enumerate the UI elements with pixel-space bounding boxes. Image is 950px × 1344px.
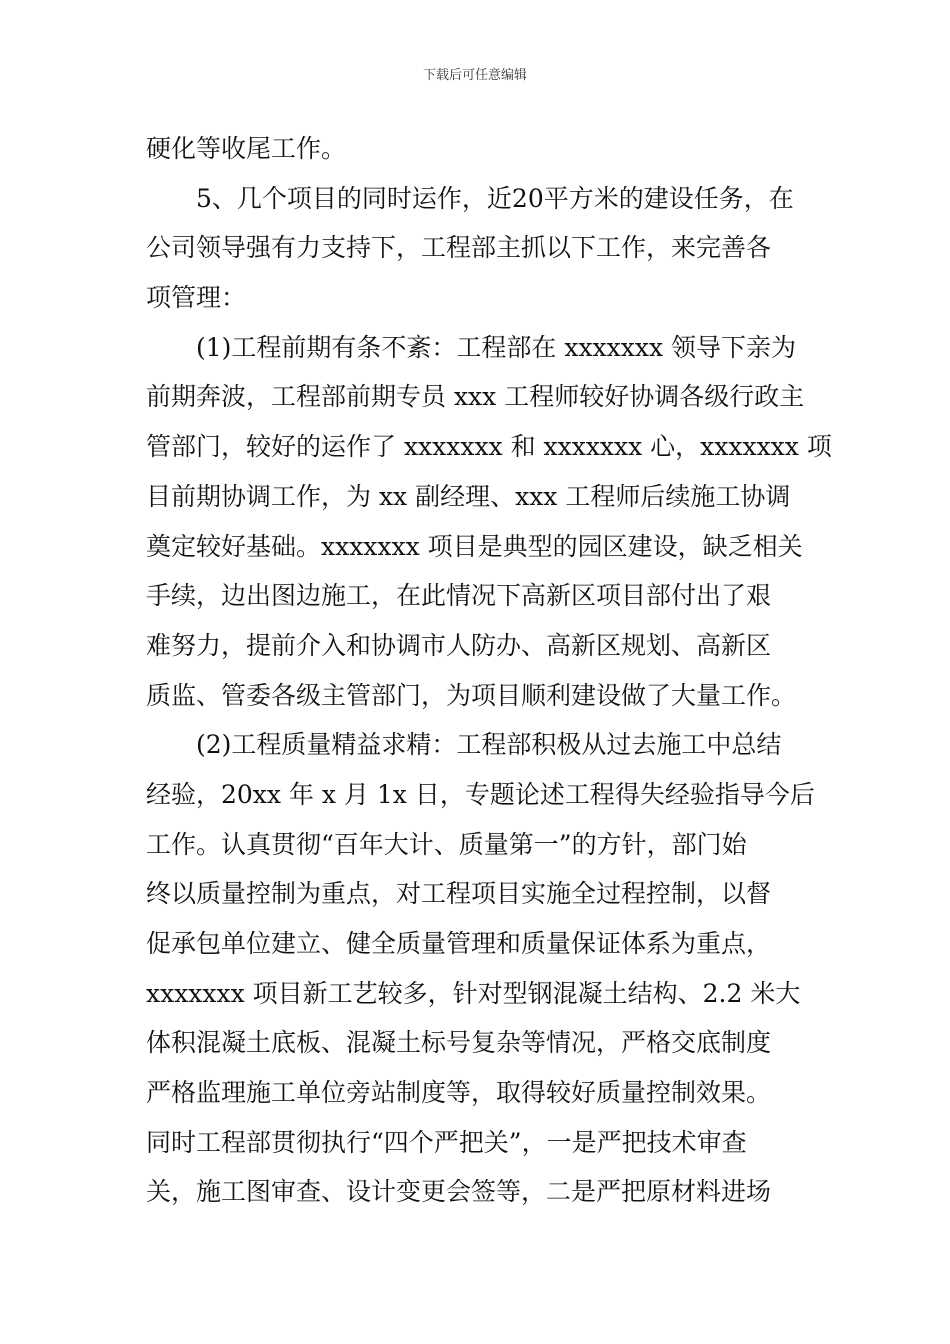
text-line: 硬化等收尾工作。 (146, 134, 347, 163)
text-line: 促承包单位建立、健全质量管理和质量保证体系为重点， (146, 929, 772, 958)
text-line: 5、几个项目的同时运作，近20平方米的建设任务，在 (196, 183, 794, 213)
text-line: 终以质量控制为重点，对工程项目实施全过程控制，以督 (146, 879, 772, 909)
page-header: 下载后可任意编辑 (422, 68, 527, 83)
text-line: xxxxxxx 项目新工艺较多，针对型钢混凝土结构、2.2 米大 (146, 978, 801, 1008)
text-line: 关，施工图审查、设计变更会签等，二是严把原材料进场 (146, 1177, 772, 1207)
text-line: 经验，20xx 年 x 月 1x 日，专题论述工程得失经验指导今后 (146, 779, 815, 809)
text-line: 难努力，提前介入和协调市人防办、高新区规划、高新区 (146, 630, 772, 660)
text-line: 手续，边出图边施工，在此情况下高新区项目部付出了艰 (146, 581, 772, 611)
text-line: 奠定较好基础。xxxxxxx 项目是典型的园区建设，缺乏相关 (146, 531, 803, 561)
text-line: 质监、管委各级主管部门，为项目顺利建设做了大量工作。 (146, 680, 797, 710)
text-line: 目前期协调工作，为 xx 副经理、xxx 工程师后续施工协调 (146, 481, 791, 511)
text-line: (1)工程前期有条不紊：工程部在 xxxxxxx 领导下亲为 (196, 332, 797, 362)
text-line: 管部门，较好的运作了 xxxxxxx 和 xxxxxxx 心，xxxxxxx 项 (146, 432, 832, 462)
text-line: 同时工程部贯彻执行“四个严把关”，一是严把技术审查 (146, 1127, 747, 1157)
text-line: 前期奔波，工程部前期专员 xxx 工程师较好协调各级行政主 (146, 382, 805, 412)
text-line: 公司领导强有力支持下，工程部主抓以下工作，来完善各 (146, 233, 772, 263)
text-line: 工作。认真贯彻“百年大计、质量第一”的方针，部门始 (146, 829, 747, 859)
document-body (146, 124, 832, 1217)
text-line: 严格监理施工单位旁站制度等，取得较好质量控制效果。 (146, 1078, 772, 1108)
text-line: 项管理： (146, 283, 247, 313)
text-line: (2)工程质量精益求精：工程部积极从过去施工中总结 (196, 730, 782, 760)
text-line: 体积混凝土底板、混凝土标号复杂等情况，严格交底制度 (146, 1028, 772, 1058)
